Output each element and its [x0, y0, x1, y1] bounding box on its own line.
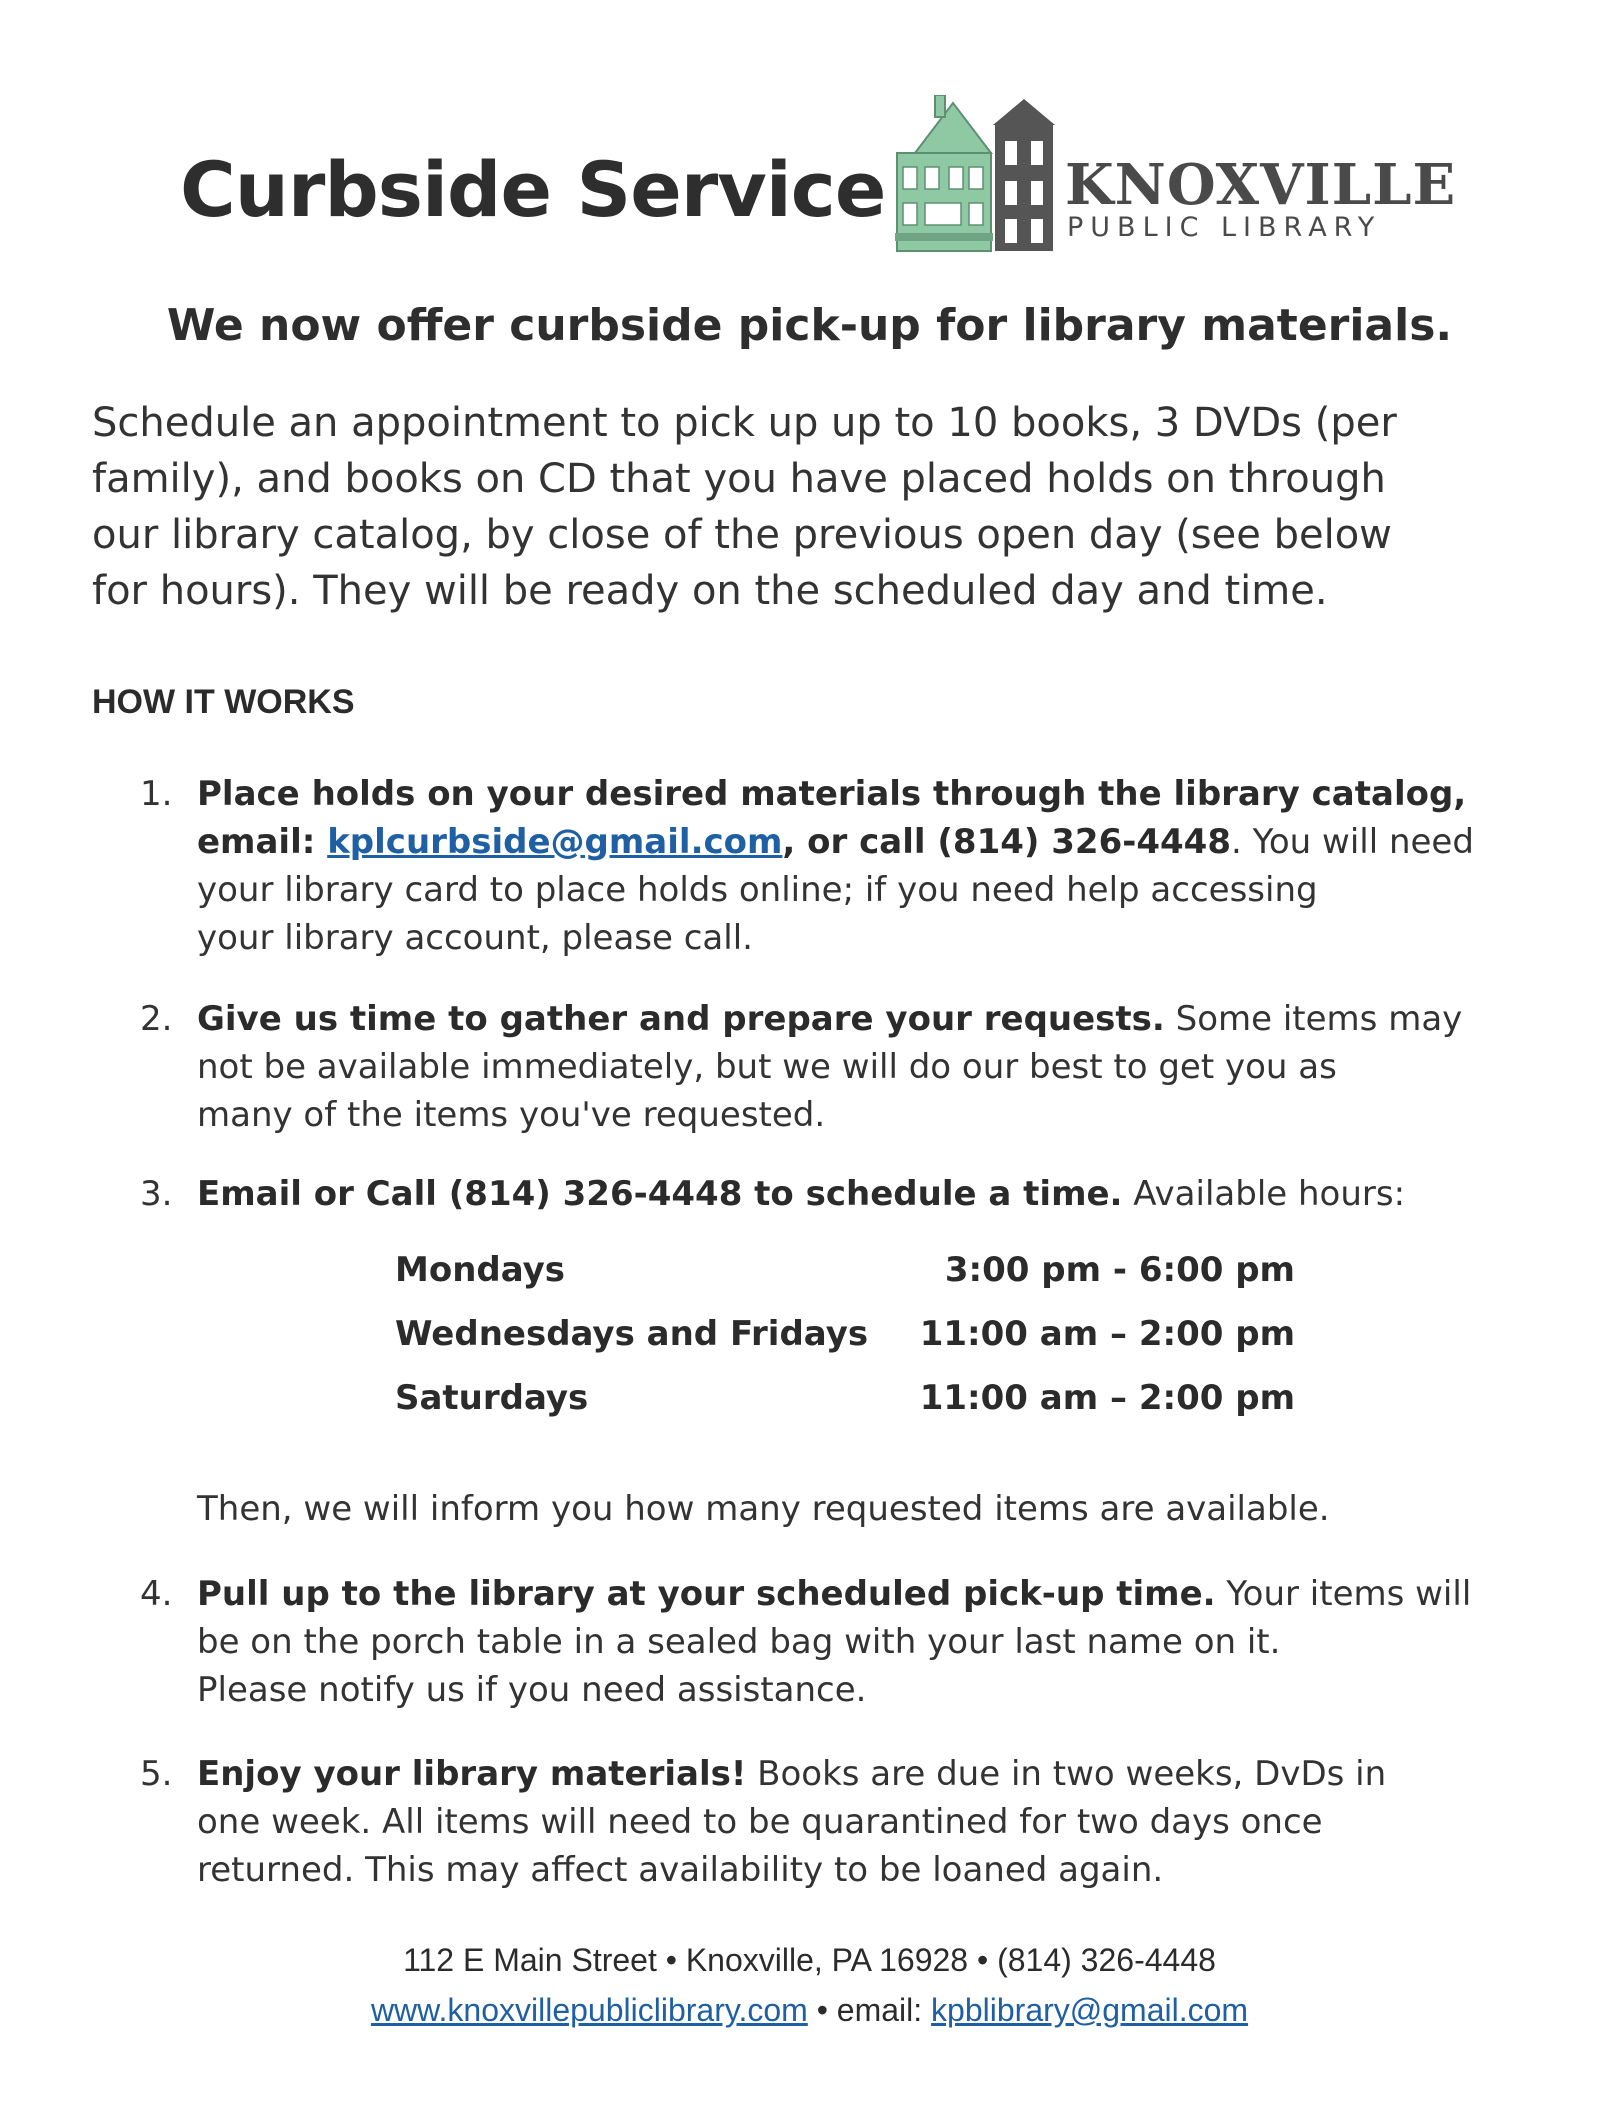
- step-text: . You will need: [1230, 822, 1474, 862]
- hours-day: Wednesdays and Fridays: [395, 1314, 869, 1354]
- library-email-link[interactable]: kpblibrary@gmail.com: [931, 1992, 1249, 2028]
- hours-time: 3:00 pm - 6:00 pm: [944, 1250, 1295, 1290]
- hours-row: [395, 1250, 1295, 1314]
- footer-address: 112 E Main Street • Knoxville, PA 16928 • (814) 326-4448: [403, 1942, 1216, 1978]
- hours-row: [395, 1378, 1295, 1442]
- step-text: not be available immediately, but we will do our best to get you as: [197, 1047, 1337, 1087]
- intro-line: our library catalog, by close of the previous open day (see below: [92, 512, 1392, 558]
- step-text: many of the items you've requested.: [197, 1095, 826, 1135]
- intro-paragraph: [92, 395, 1542, 619]
- hours-day: Saturdays: [395, 1378, 589, 1418]
- step-text: Then, we will inform you how many requested items are available.: [197, 1489, 1330, 1529]
- page-title: Curbside Service: [180, 145, 886, 234]
- step-text: be on the porch table in a sealed bag with your last name on it.: [197, 1622, 1281, 1662]
- step-number: 2.: [140, 999, 173, 1039]
- footer-email-label: • email:: [807, 1992, 932, 2028]
- step-text: one week. All items will need to be quarantined for two days once: [197, 1802, 1323, 1842]
- footer: [0, 1935, 1619, 2035]
- step-bold-text: , or call (814) 326-4448: [782, 822, 1231, 862]
- step-number: 3.: [140, 1174, 173, 1214]
- logo-name: KNOXVILLE: [1065, 152, 1457, 218]
- step-text: Books are due in two weeks, DvDs in: [746, 1754, 1387, 1794]
- hours-day: Mondays: [395, 1250, 566, 1290]
- section-heading: HOW IT WORKS: [92, 683, 355, 721]
- library-building-icon: [895, 95, 1065, 255]
- intro-line: Schedule an appointment to pick up up to 10 books, 3 DVDs (per: [92, 400, 1397, 446]
- intro-line: family), and books on CD that you have placed holds on through: [92, 456, 1386, 502]
- library-logo: [895, 95, 1457, 255]
- step-text: your library card to place holds online; if you need help accessing: [197, 870, 1318, 910]
- step-body: [197, 995, 1527, 1139]
- step-body: [197, 1750, 1527, 1894]
- step-body: [197, 770, 1527, 962]
- subtitle: We now offer curbside pick-up for library materials.: [166, 300, 1453, 351]
- step-bold-text: Place holds on your desired materials through the library catalog,: [197, 774, 1467, 814]
- step-text: Some items may: [1164, 999, 1463, 1039]
- step-text: returned. This may affect availability to be loaned again.: [197, 1850, 1164, 1890]
- footer-contact: [0, 1985, 1619, 2035]
- intro-line: for hours). They will be ready on the scheduled day and time.: [92, 568, 1328, 614]
- website-link[interactable]: www.knoxvillepubliclibrary.com: [370, 1992, 808, 2028]
- step-number: 4.: [140, 1574, 173, 1614]
- step-text: Available hours:: [1122, 1174, 1406, 1214]
- step-text: Please notify us if you need assistance.: [197, 1670, 867, 1710]
- step-text: Your items will: [1215, 1574, 1472, 1614]
- curbside-email-link[interactable]: kplcurbside@gmail.com: [327, 822, 783, 862]
- step-body: [197, 1170, 1527, 1218]
- step-email-label: email:: [197, 822, 328, 862]
- step-text: your library account, please call.: [197, 918, 753, 958]
- hours-time: 11:00 am – 2:00 pm: [919, 1378, 1295, 1418]
- step-number: 1.: [140, 774, 173, 814]
- step-bold-text: Enjoy your library materials!: [197, 1754, 747, 1794]
- hours-time: 11:00 am – 2:00 pm: [919, 1314, 1295, 1354]
- step-number: 5.: [140, 1754, 173, 1794]
- step-bold-text: Give us time to gather and prepare your requests.: [197, 999, 1165, 1039]
- hours-row: [395, 1314, 1295, 1378]
- logo-subtitle: PUBLIC LIBRARY: [1067, 212, 1382, 243]
- step-bold-text: Email or Call (814) 326-4448 to schedule a time.: [197, 1174, 1123, 1214]
- hours-table: [395, 1250, 1295, 1442]
- header: [180, 95, 1457, 255]
- step-bold-text: Pull up to the library at your scheduled pick-up time.: [197, 1574, 1216, 1614]
- step-body: [197, 1570, 1527, 1714]
